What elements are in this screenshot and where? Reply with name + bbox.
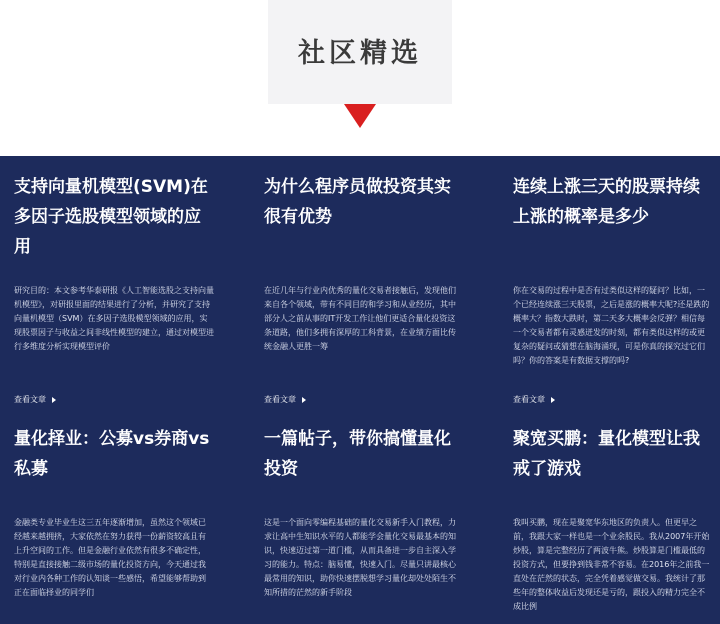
caret-right-icon	[302, 397, 306, 403]
down-arrow-icon	[344, 104, 376, 128]
article-summary: 在近几年与行业内优秀的量化交易者接触后，发现他们来自各个领域，带有不同目的和学习和从业经历，其中部分人之前从事的IT开发工作让他们更适合量化投资这条道路，他们多拥有深厚的工科背景，在业绩方面比传统金融人更胜一筹	[264, 286, 456, 351]
article-summary: 我叫买鹏，现在是聚宽华东地区的负责人。但更早之前，我跟大家一样也是一个业余股民。我从2007年开始炒股，算是完整经历了两波牛熊。炒股算是门槛最低的投资方式，但要挣到钱非常不容易。在2016年之前我一直处在茫然的状态，完全凭着感觉做交易。我统计了那些年的整体收益后发现还是亏的，跟投入的精力完全不成比例	[513, 518, 710, 611]
article-grid	[0, 156, 720, 624]
caret-right-icon	[52, 397, 56, 403]
article-summary: 研究目的：本文参考华泰研报《人工智能选股之支持向量机模型》，对研报里面的结果进行了分析，并研究了支持向量机模型（SVM）在多因子选股模型领域的应用，实现股票因子与收益之间非线性模型的建立，通过对模型进行多维度分析实现模型评价	[14, 286, 214, 351]
article-card[interactable]	[513, 424, 713, 614]
read-more-label: 查看文章	[14, 395, 46, 404]
article-card[interactable]	[513, 172, 713, 404]
section-title: 社区精选	[298, 37, 422, 69]
article-card[interactable]	[14, 172, 214, 404]
article-title[interactable]: 一篇帖子，带你搞懂量化投资	[264, 429, 451, 479]
article-summary: 金融类专业毕业生这三五年逐渐增加，虽然这个领域已经越来越拥挤，大家依然在努力获得一份薪资较高且有上升空间的工作。但是金融行业依然有很多不确定性，特别是直接接触二级市场的量化投资方向，今天通过我对行业内各种工作的认知谈一些感悟，希望能够帮助到正在面临择业的同学们	[14, 518, 206, 597]
article-summary: 你在交易的过程中是否有过类似这样的疑问？比如，一个已经连续涨三天股票，之后是涨的概率大呢?还是跌的概率大？指数大跌时，第二天多大概率会反弹？相信每一个交易者都有灵感迸发的时刻，都有类似这样的或更复杂的疑问或猜想在脑海涌现，可是你真的探究过它们吗？你的答案是有数据支撑的吗?	[513, 286, 710, 365]
article-title[interactable]: 连续上涨三天的股票持续上涨的概率是多少	[513, 177, 700, 227]
article-card[interactable]	[264, 172, 464, 404]
read-more-label: 查看文章	[264, 395, 296, 404]
article-summary: 这是一个面向零编程基础的量化交易新手入门教程，力求让高中生知识水平的人都能学会量化交易最基本的知识，快速迈过第一道门槛，从而具备进一步自主深入学习的能力。特点：脑易懂，快速入门。尽量只讲最核心最常用的知识，助你快速摆脱想学习量化却处处陌生不知所措的茫然的新手阶段	[264, 518, 456, 597]
article-title[interactable]: 支持向量机模型(SVM)在多因子选股模型领域的应用	[14, 177, 208, 257]
article-card[interactable]	[14, 424, 214, 614]
article-title[interactable]: 为什么程序员做投资其实很有优势	[264, 177, 451, 227]
read-more-label: 查看文章	[513, 395, 545, 404]
read-more-link[interactable]	[264, 394, 306, 405]
section-header	[268, 0, 452, 104]
article-card[interactable]	[264, 424, 464, 614]
caret-right-icon	[551, 397, 555, 403]
article-title[interactable]: 量化择业：公募vs券商vs私募	[14, 429, 210, 479]
read-more-link[interactable]	[513, 394, 555, 405]
read-more-link[interactable]	[14, 394, 56, 405]
article-title[interactable]: 聚宽买鹏：量化模型让我戒了游戏	[513, 429, 700, 479]
